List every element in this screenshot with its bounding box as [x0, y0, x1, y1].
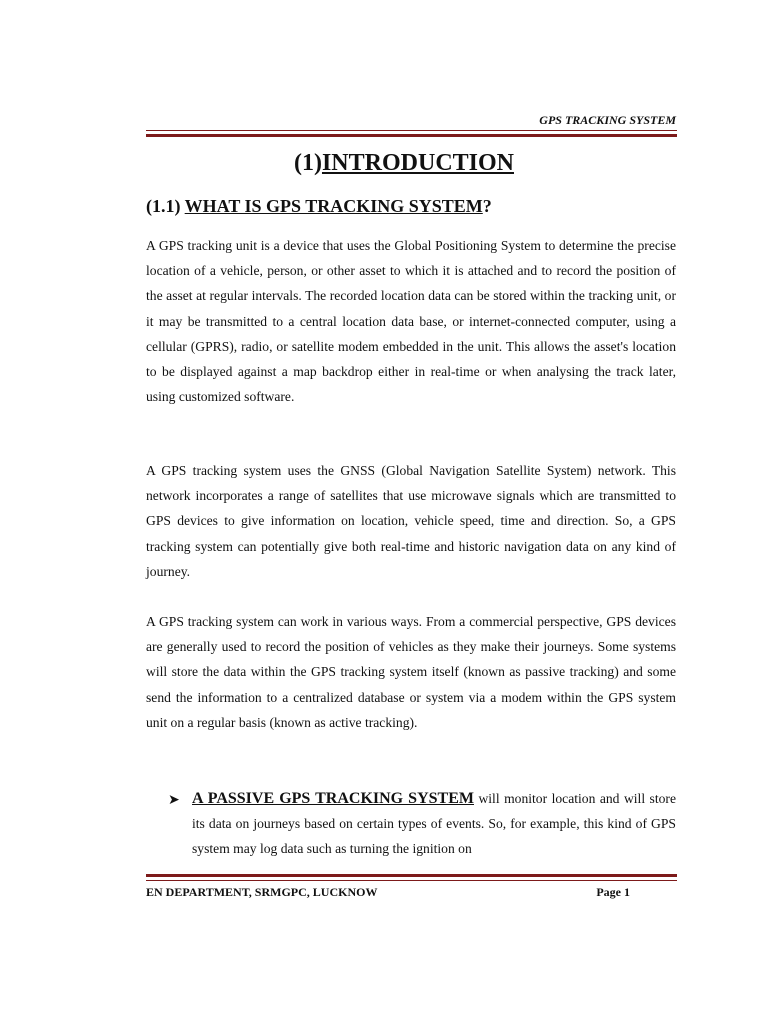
chapter-number: (1): [293, 150, 322, 176]
section-title: [146, 196, 492, 217]
footer-rule-thick: [146, 874, 677, 877]
bullet-text: [192, 786, 676, 862]
paragraph-3: A GPS tracking system can work in various ways. From a commercial perspective, GPS devices are generally used to record the position of vehicles as they make their journeys. Some systems will store the data within the GPS tracking system itself (known as passive tracking) and some send the information to a centralized database or system via a modem within the GPS system unit on a regular basis (known as active tracking).: [146, 614, 676, 730]
paragraph-1: A GPS tracking unit is a device that uses the Global Positioning System to determine the precise location of a vehicle, person, or other asset to which it is attached and to record the position of the asset at regular intervals. The recorded location data can be stored within the tracking unit, or it may be transmitted to a central location data base, or internet-connected computer, using a cellular (GPRS), radio, or satellite modem embedded in the unit. This allows the asset's location to be displayed against a map backdrop either in real-time or when analysing the track later, using customized software.: [146, 238, 676, 405]
running-header: GPS TRACKING SYSTEM: [539, 113, 676, 127]
section-title-text: WHAT IS GPS TRACKING SYSTEM: [184, 196, 483, 216]
header-rule-thick: [146, 134, 677, 137]
bullet-lead: A PASSIVE GPS TRACKING SYSTEM: [192, 790, 474, 807]
section-number: (1.1): [146, 196, 185, 216]
chapter-title: [0, 150, 768, 177]
arrow-bullet-icon: ➤: [168, 792, 180, 808]
header-rule-thin: [146, 130, 677, 131]
paragraph-2: A GPS tracking system uses the GNSS (Global Navigation Satellite System) network. This network incorporates a range of satellites that use microwave signals which are transmitted to GPS devices to give information on location, vehicle speed, time and direction. So, a GPS tracking system can potentially give both real-time and historic navigation data on any kind of journey.: [146, 463, 676, 579]
footer-rule-thin: [146, 880, 677, 881]
chapter-title-text: INTRODUCTION: [321, 150, 514, 176]
footer-department: EN DEPARTMENT, SRMGPC, LUCKNOW: [146, 885, 378, 899]
bullet-body: will monitor location and will store its data on journeys based on certain types of events. So, for example, this kind of GPS system may log data such as turning the ignition on: [192, 791, 676, 857]
section-title-suffix: ?: [482, 196, 492, 216]
footer-page-number: Page 1: [596, 885, 630, 899]
